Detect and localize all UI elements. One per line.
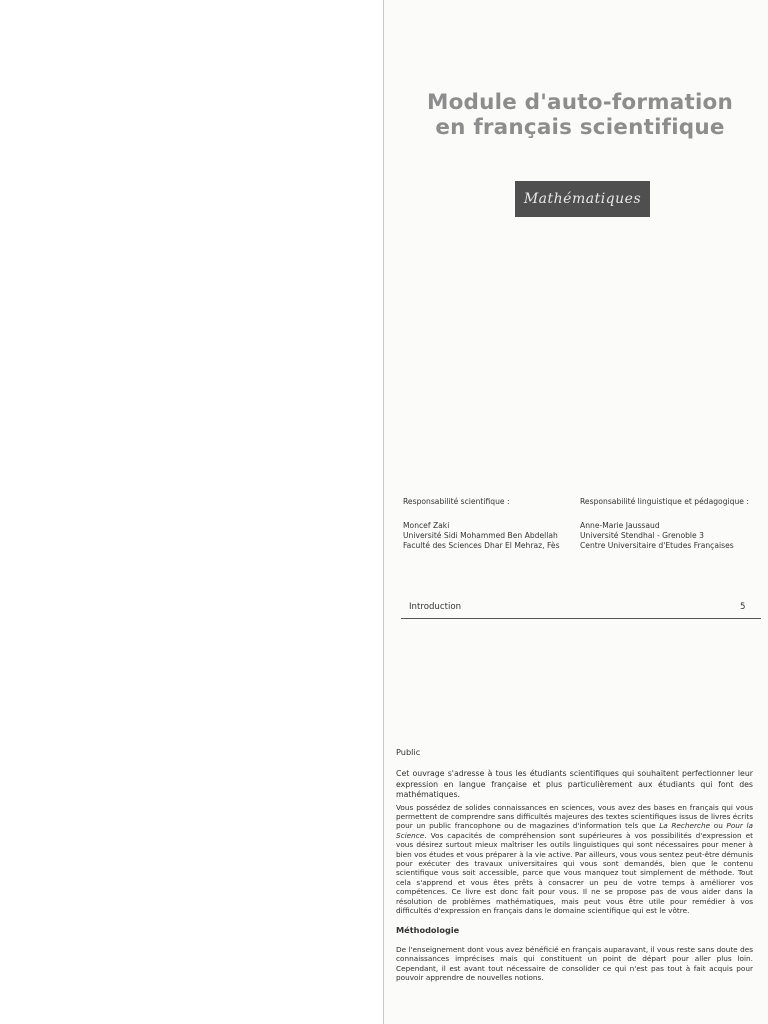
scientific-role: Responsabilité scientifique :	[403, 497, 510, 506]
scientific-faculty: Faculté des Sciences Dhar El Mehraz, Fès	[403, 541, 560, 550]
book-title	[410, 90, 750, 140]
linguistic-name: Anne-Marie Jaussaud	[580, 521, 660, 530]
page-number: 5	[740, 602, 746, 612]
public-paragraph	[396, 803, 753, 916]
subject-badge-label: Mathématiques	[523, 191, 642, 207]
subject-badge	[515, 181, 650, 217]
section-divider	[401, 618, 761, 619]
public-magazine-1: La Recherche	[659, 821, 711, 831]
methodology-heading: Méthodologie	[396, 924, 460, 935]
public-heading: Public	[396, 747, 421, 757]
scientific-university: Université Sidi Mohammed Ben Abdellah	[403, 531, 558, 540]
title-line-2: en français scientifique	[435, 115, 725, 140]
section-heading: Introduction	[409, 602, 462, 612]
linguistic-university: Université Stendhal - Grenoble 3	[580, 531, 704, 540]
body-text	[396, 748, 753, 983]
methodology-paragraph: De l'enseignement dont vous avez bénéficié en français auparavant, il vous reste sans doute des connaissances imprécises mais qui constituent un point de départ pour aller plus loin. Cependant, il est avant tout nécessaire de consolider ce qui n'est pas tout à fait acquis pour pouvoir apprendre de nouvelles notions.	[396, 944, 753, 983]
linguistic-credits	[580, 497, 765, 551]
public-magazine-2: Pour la Science	[396, 821, 754, 840]
public-text-c: . Vos capacités de compréhension sont supérieures à vos possibilités d'expression et vous désirez surtout mieux maîtriser les outils linguistiques qui sont nécessaires pour mener à bien vos études et vous préparer à la vie active. Par ailleurs, vous vous sentez peut-être démunis pour exécuter des travaux universitaires qui vous sont demandés, bien que le contenu scientifique vous soit accessible, parce que vous manquez tout simplement de méthode. Tout cela s'apprend et vous êtes prêts à consacrer un peu de votre temps à améliorer vos compétences. Ce livre est donc fait pour vous. Il ne se propose pas de vous aider dans la résolution de problèmes mathématiques, mais peut vous être utile pour remédier à vos difficultés d'expression en français dans le domaine scientifique qui est le vôtre.	[396, 830, 753, 916]
linguistic-centre: Centre Universitaire d'Etudes Françaises	[580, 541, 734, 550]
scientific-name: Moncef Zaki	[403, 521, 450, 530]
scientific-credits	[403, 497, 578, 551]
linguistic-role: Responsabilité linguistique et pédagogique :	[580, 497, 749, 506]
left-blank-page	[0, 0, 383, 1024]
public-text-a: Vous possédez de solides connaissances en sciences, vous avez des bases en français qui vous permettent de comprendre sans difficultés majeures des textes scientifiques issus de livres écrits pour un public francophone ou de magazines d'information tels que	[396, 802, 753, 831]
public-lead-paragraph: Cet ouvrage s'adresse à tous les étudiants scientifiques qui souhaitent perfectionner leur expression en langue française et plus particulièrement aux étudiants qui font des mathématiques.	[396, 769, 753, 800]
public-text-b: ou	[710, 821, 727, 831]
title-line-1: Module d'auto-formation	[426, 90, 734, 115]
